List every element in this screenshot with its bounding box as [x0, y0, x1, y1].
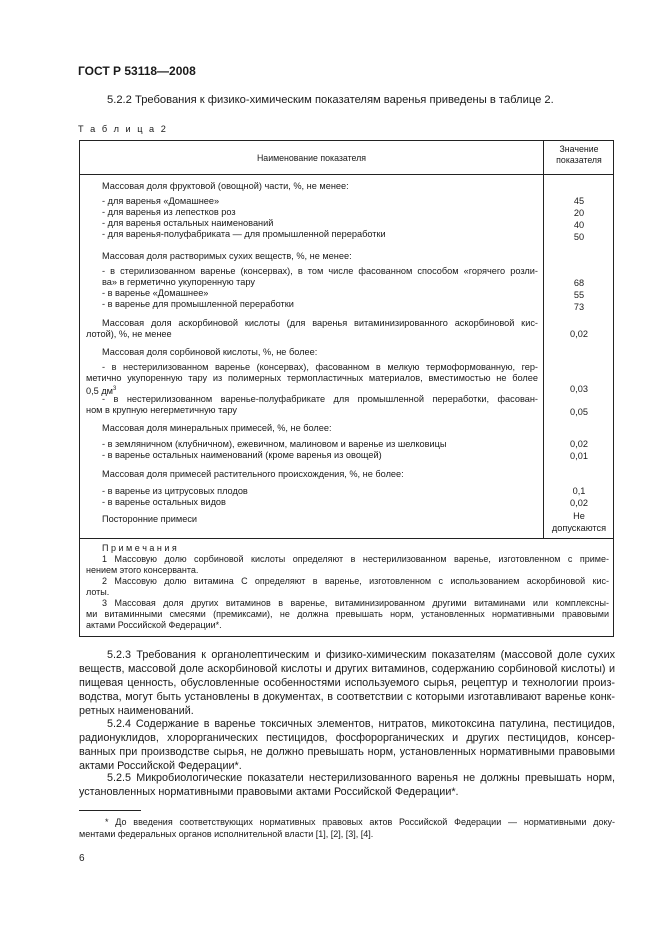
intro-paragraph: 5.2.2 Требования к физико-химическим показателям варенья приведены в таблице 2.	[107, 94, 554, 106]
header-divider	[80, 174, 613, 175]
row-foreign-impurities: Посторонние примеси	[102, 514, 198, 524]
row-value: 55	[573, 290, 585, 300]
row-soluble-solids: Массовая доля растворимых сухих веществ, %, не менее:	[102, 251, 352, 261]
note-2: 2 Массовую долю витамина С определяют в варенье, изготовленном с использованием аскорбиновой кис-	[102, 576, 609, 586]
row-value: Не	[573, 511, 585, 521]
row-label: - в варенье остальных наименований (кроме варенья из овощей)	[102, 450, 382, 460]
row-label: ном в крупную негерметичную тару	[86, 405, 237, 415]
row-label: - для варенья-полуфабриката — для промышленной переработки	[102, 229, 386, 239]
row-value: 73	[573, 302, 585, 312]
row-label: лотой), %, не менее	[86, 329, 172, 339]
column-header-value: Значение показателя	[556, 144, 602, 165]
row-plant-impurities: Массовая доля примесей растительного происхождения, %, не более:	[102, 469, 404, 479]
row-value: 50	[573, 232, 585, 242]
notes-title: П р и м е ч а н и я	[102, 543, 177, 553]
row-label: - в варенье из цитрусовых плодов	[102, 486, 248, 496]
row-value: 0,05	[570, 407, 588, 417]
row-value: 0,02	[570, 329, 588, 339]
row-value: 0,02	[570, 498, 588, 508]
row-label: - для варенья «Домашнее»	[102, 196, 220, 206]
note-3-cont: ми витаминными смесями (премиксами), не должна превышать норм, установленных нормативными правовыми	[86, 609, 609, 619]
row-sorbic-acid: Массовая доля сорбиновой кислоты, %, не более:	[102, 347, 318, 357]
row-value: 0,02	[570, 439, 588, 449]
paragraph-5-2-4: 5.2.4 Содержание в варенье токсичных элементов, нитратов, микотоксина патулина, пестицидов, радионуклидов, хлорорганических пестицидов, фосфорорганических и других пестицидов, консер- ванных при производстве сырья, не должно превышать норм, установленных нормативными правовыми актами Российской Федерации*.	[79, 718, 615, 772]
table-2	[79, 140, 614, 637]
table-label: Т а б л и ц а 2	[78, 124, 168, 134]
paragraph-5-2-5: 5.2.5 Микробиологические показатели нестерилизованного варенья не должны превышать норм, установленных нормативными правовыми актами Российской Федерации*.	[79, 772, 615, 798]
row-fruit-share: Массовая доля фруктовой (овощной) части, %, не менее:	[102, 181, 349, 191]
note-3: 3 Массовая доля других витаминов в варенье, витаминизированном другими витаминами или комплексны-	[102, 598, 609, 608]
row-label: - для варенья из лепестков роз	[102, 207, 236, 217]
row-label: - в варенье остальных видов	[102, 497, 226, 507]
row-label: - в стерилизованном варенье (консервах), в том числе фасованном способом «горячего розли-	[102, 266, 538, 276]
row-label: метично укупоренную тару из полимерных термопластичных материалов, вместимостью не более	[86, 373, 538, 383]
row-label: - в земляничном (клубничном), ежевичном, малиновом и варенье из шелковицы	[102, 439, 447, 449]
row-ascorbic-acid: Массовая доля аскорбиновой кислоты (для варенья витаминизированного аскорбиновой кис-	[102, 318, 538, 328]
notes-divider	[80, 538, 613, 539]
row-value: 68	[573, 278, 585, 288]
row-label: - в варенье для промышленной переработки	[102, 299, 294, 309]
note-1: 1 Массовую долю сорбиновой кислоты определяют в нестерилизованном варенье, изготовленном с приме-	[102, 554, 609, 564]
row-value: допускаются	[551, 523, 607, 533]
row-label: 0,5 $дм^3$	[86, 386, 117, 397]
row-label: - в нестерилизованном варенье (консервах), фасованном в мелкую термоформованную, гер-	[102, 362, 538, 372]
row-value: 20	[573, 208, 585, 218]
row-value: 0,03	[570, 384, 588, 394]
footnote-separator	[79, 810, 141, 811]
row-label: - в нестерилизованном варенье-полуфабрикате для промышленной переработки, фасован-	[102, 394, 538, 404]
row-value: 40	[573, 220, 585, 230]
paragraph-5-2-3: 5.2.3 Требования к органолептическим и физико-химическим показателям (массовой доле сухих веществ, массовой доле аскорбиновой кислоты и других витаминов, содержанию сорбиновой кислоты) и пищевая ценность, обусловленные особенностями используемого сырья, рецептур и технологии произ- водства, могут быть установлены в документах, в соответствии с которыми изготавливают варенье конк- ретных наименований.	[79, 649, 615, 717]
row-mineral-impurities: Массовая доля минеральных примесей, %, не более:	[102, 423, 332, 433]
document-header: ГОСТ Р 53118—2008	[78, 64, 196, 78]
row-value: 0,1	[572, 486, 586, 496]
footnote: * До введения соответствующих нормативных правовых актов Российской Федерации — нормативными доку- ментами федеральных органов исполнительной власти [1], [2], [3], [4].	[79, 817, 615, 839]
note-1-cont: нением этого консерванта.	[86, 565, 199, 575]
row-value: 0,01	[570, 451, 588, 461]
row-label: - для варенья остальных наименований	[102, 218, 274, 228]
note-3-end: актами Российской Федерации*.	[86, 620, 222, 630]
note-2-cont: лоты.	[86, 587, 110, 597]
row-label: ва» в герметично укупоренную тару	[102, 277, 255, 287]
page-number: 6	[79, 853, 85, 864]
row-value: 45	[573, 196, 585, 206]
column-header-name: Наименование показателя	[256, 153, 367, 163]
row-label: - в варенье «Домашнее»	[102, 288, 209, 298]
